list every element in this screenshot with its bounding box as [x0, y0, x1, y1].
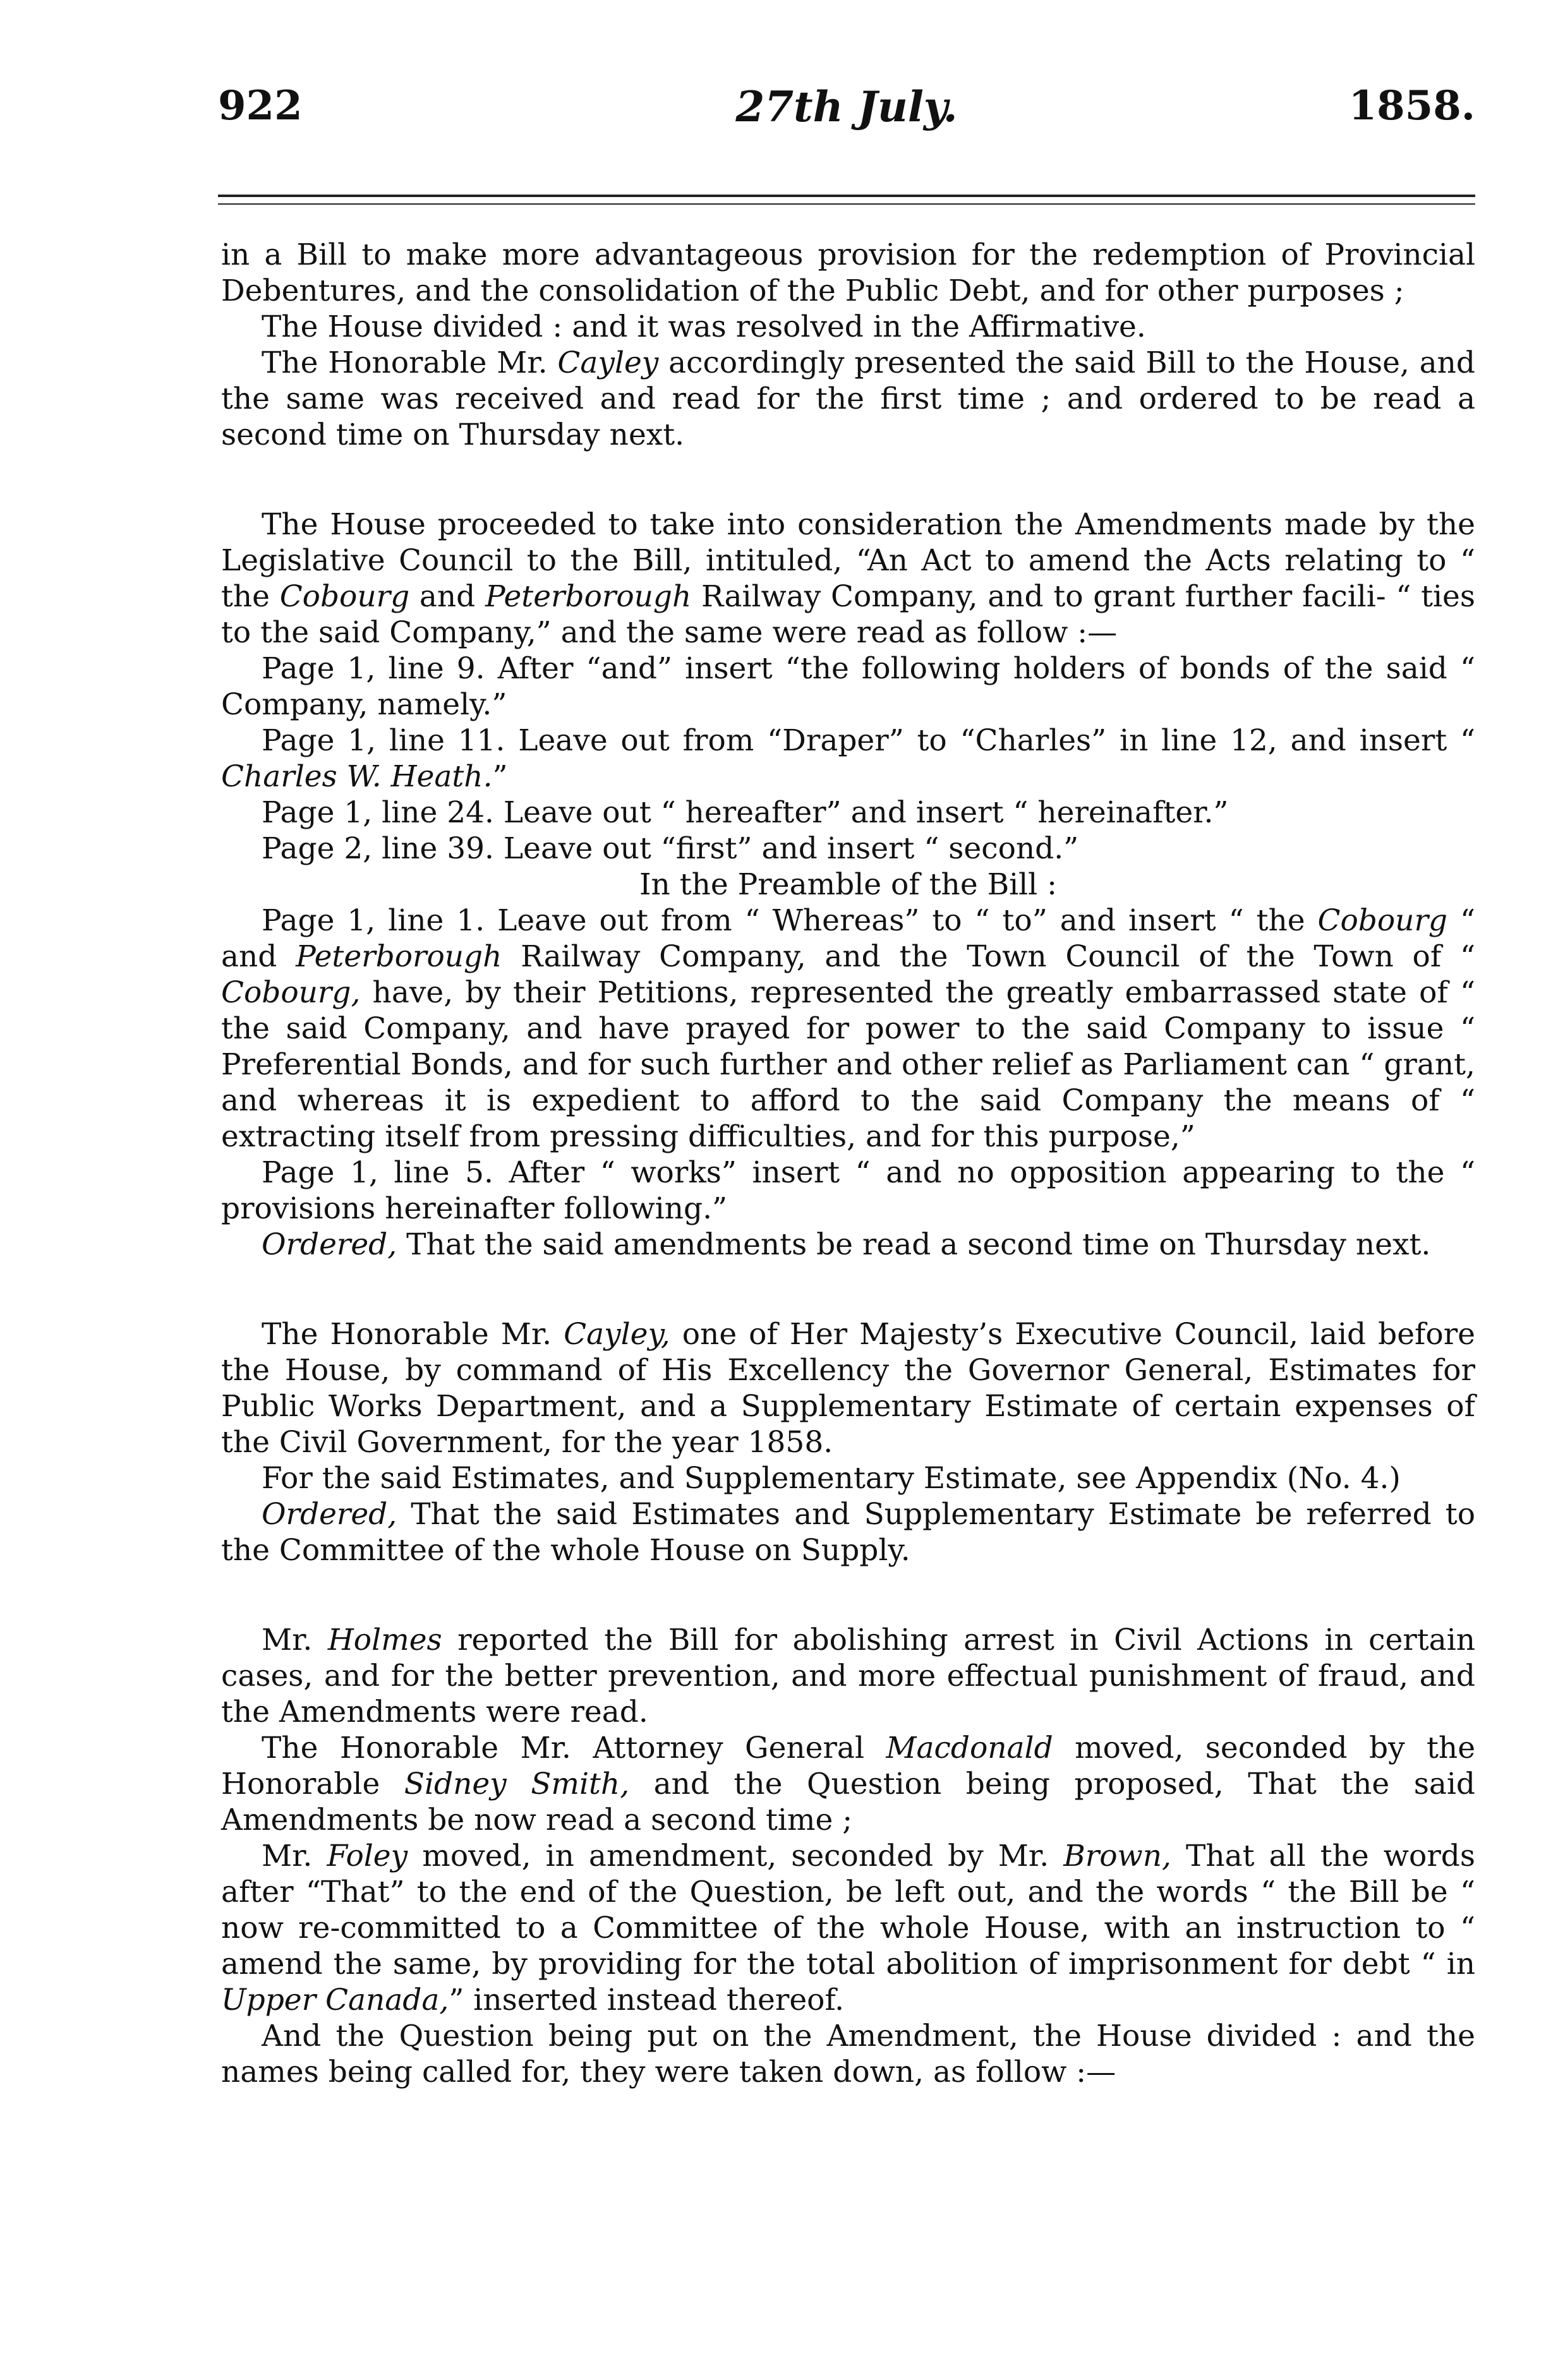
page-number: 922 [218, 82, 303, 129]
header-rule-thick [218, 195, 1475, 197]
paragraph: Mr. Holmes reported the Bill for abolishing arrest in Civil Actions in certain cases, and for the better prevention, and more effectual punishment of fraud, and the Amendments were read. [221, 1623, 1475, 1729]
order-paragraph: Ordered, That the said amendments be read a second time on Thursday next. [262, 1227, 1431, 1262]
amendment-item: Page 1, line 9. After “and” insert “the following holders of bonds of the said “ Company, namely.” [221, 651, 1475, 722]
page-date: 27th July. [735, 82, 958, 131]
amendment-item: Page 1, line 5. After “ works” insert “ and no opposition appearing to the “ provisions hereinafter following.” [221, 1155, 1475, 1226]
paragraph: For the said Estimates, and Supplementary Estimate, see Appendix (No. 4.) [262, 1461, 1401, 1496]
amendment-item: Page 2, line 39. Leave out “first” and insert “ second.” [262, 831, 1079, 866]
header-rule-thin [218, 203, 1475, 205]
order-paragraph: Ordered, That the said Estimates and Supplementary Estimate be referred to the Committee of the whole House on Supply. [221, 1497, 1475, 1568]
paragraph: The Honorable Mr. Attorney General Macdonald moved, seconded by the Honorable Sidney Smith, and the Question being proposed, That the said Amendments be now read a second time ; [221, 1731, 1476, 1837]
page-header [218, 82, 1475, 152]
paragraph: The Honorable Mr. Cayley accordingly presented the said Bill to the House, and the same was received and read for the first time ; and ordered to be read a second time on Thursday next. [221, 346, 1475, 452]
paragraph: in a Bill to make more advantageous provision for the redemption of Provincial Debentures, and the consolidation of the Public Debt, and for other purposes ; [221, 237, 1475, 308]
paragraph: And the Question being put on the Amendment, the House divided : and the names being called for, they were taken down, as follow :— [221, 2019, 1475, 2089]
member-name: Cayley [557, 346, 659, 380]
paragraph: The House divided : and it was resolved in the Affirmative. [262, 310, 1146, 344]
paragraph: The Honorable Mr. Cayley, one of Her Majesty’s Executive Council, laid before the House, by command of His Excellency the Governor General, Estimates for Public Works Department, and a Supplementary Estimate of certain expenses of the Civil Government, for the year 1858. [221, 1317, 1475, 1460]
preamble-heading: In the Preamble of the Bill : [639, 867, 1057, 902]
amendment-item: Page 1, line 24. Leave out “ hereafter” and insert “ hereinafter.” [262, 795, 1229, 830]
amendment-item: Page 1, line 11. Leave out from “Draper” to “Charles” in line 12, and insert “ Charles W. Heath.” [221, 723, 1475, 794]
journal-body [221, 237, 1475, 2090]
page-year: 1858. [1348, 82, 1475, 129]
amendment-item: Page 1, line 1. Leave out from “ Whereas” to “ to” and insert “ the Cobourg “ and Peterborough Railway Company, and the Town Council of the Town of “ Cobourg, have, by their Petitions, represented the greatly embarrassed state of “ the said Company, and have prayed for power to the said Company to issue “ Preferential Bonds, and for such further and other relief as Parliament can “ grant, and whereas it is expedient to afford to the said Company the means of “ extracting itself from pressing difficulties, and for this purpose,” [221, 903, 1475, 1154]
paragraph: The House proceeded to take into consideration the Amendments made by the Legislative Council to the Bill, intituled, “An Act to amend the Acts relating to “ the Cobourg and Peterborough Railway Company, and to grant further facili- “ ties to the said Company,” and the same were read as follow :— [221, 507, 1475, 650]
paragraph: Mr. Foley moved, in amendment, seconded by Mr. Brown, That all the words after “That” to the end of the Question, be left out, and the words “ the Bill be “ now re-committed to a Committee of the whole House, with an instruction to “ amend the same, by providing for the total abolition of imprisonment for debt “ in Upper Canada,” inserted instead thereof. [221, 1839, 1476, 2017]
